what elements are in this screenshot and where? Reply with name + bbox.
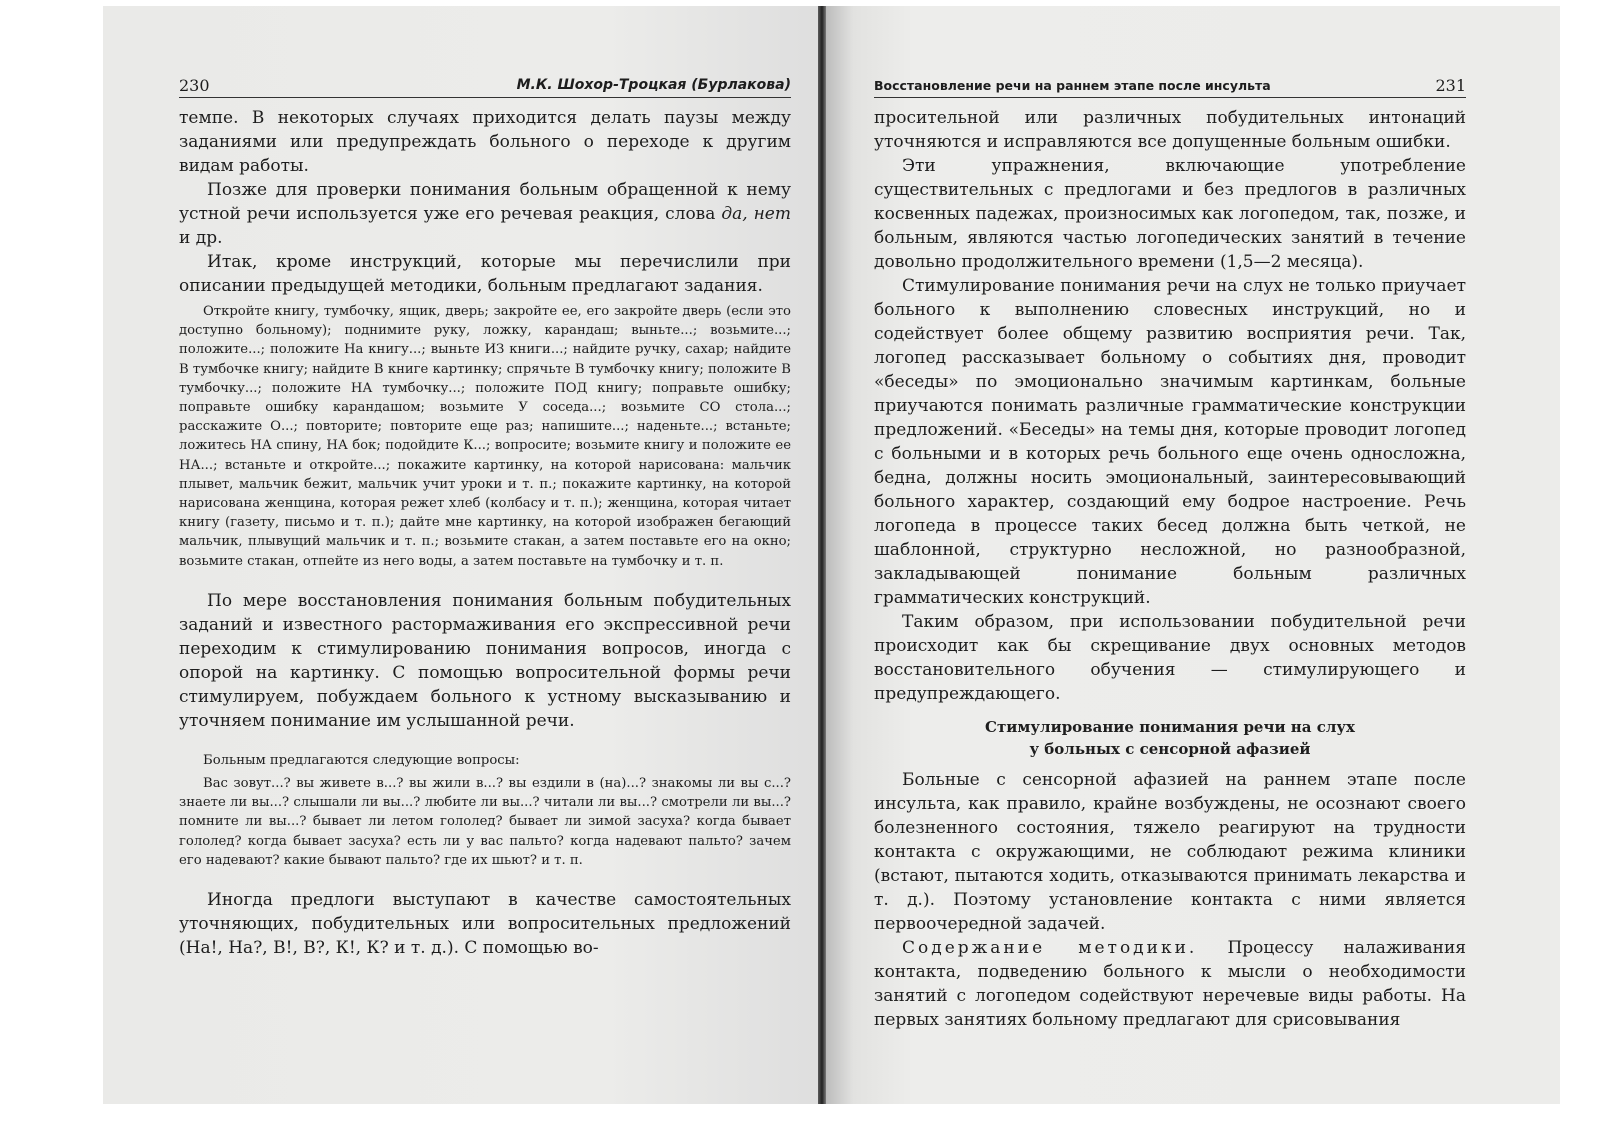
text-span: Процессу налаживания контакта, подведению больного к мысли о необходимости занятий с логопедом содействуют неречевые виды работы. На первых занятиях больному предлагают для срисовывания: [874, 938, 1466, 1030]
paragraph: [179, 178, 791, 250]
paragraph: Стимулирование понимания речи на слух не только приучает больного к выполнению словесных инструкций, но и содействует более общему развитию восприятия речи. Так, логопед рассказывает больному о событиях дня, проводит «беседы» по эмоционально значимым картинкам, больные приучаются понимать различные грамматические конструкции предложений. «Беседы» на темы дня, которые проводит логопед с больными и в которых речь больного еще очень односложна, бедна, должны носить эмоциональный, заинтересовывающий больного характер, создающий ему бодрое настроение. Речь логопеда в процессе таких бесед должна быть четкой, не шаблонной, структурно несложной, но разнообразной, закладывающей понимание больным различных грамматических конструкций.: [874, 276, 1466, 608]
right-page-body: [874, 106, 1466, 1032]
text-span: Позже для проверки понимания больным обращенной к нему устной речи используется уже его речевая реакция, слова: [179, 180, 791, 224]
running-head-right: Восстановление речи на раннем этапе после инсульта: [874, 78, 1271, 93]
spacer: [179, 733, 791, 747]
left-page-body: [179, 106, 791, 960]
page-number-right: 231: [1435, 76, 1466, 95]
example-paragraph: Вас зовут...? вы живете в...? вы жили в...? вы ездили в (на)...? знакомы ли вы с...? знаете ли вы...? слышали ли вы...? любите ли вы...? читали ли вы...? смотрели ли вы...? помните ли вы...? бывает ли летом гололед? бывает ли зимой засуха? когда бывает гололед? когда бывает засуха? есть ли у вас пальто? когда надевают пальто? зачем его надевают? какие бывают пальто? где их шьют? и т. п.: [179, 776, 791, 868]
spaced-text: Содержание методики.: [902, 938, 1198, 958]
paragraph: темпе. В некоторых случаях приходится делать паузы между заданиями или предупреждать больного о переходе к другим видам работы.: [179, 108, 791, 176]
page-number-left: 230: [179, 76, 210, 95]
subheading-line: у больных с сенсорной афазией: [1029, 740, 1311, 758]
spacer: [179, 874, 791, 888]
paragraph: Эти упражнения, включающие употребление существительных с предлогами и без предлогов в различных косвенных падежах, произносимых как логопедом, так, позже, и больным, являются частью логопедических занятий в течение довольно продолжительного времени (1,5—2 месяца).: [874, 156, 1466, 272]
paragraph: Итак, кроме инструкций, которые мы перечислили при описании предыдущей методики, больным предлагают задания.: [179, 252, 791, 296]
paragraph: Больные с сенсорной афазией на раннем этапе после инсульта, как правило, крайне возбуждены, не осознают своего болезненного состояния, тяжело реагируют на трудности контакта с окружающими, не соблюдают режима клиники (встают, пытаются ходить, отказываются принимать лекарства и т. д.). Поэтому установление контакта с ними является первоочередной задачей.: [874, 770, 1466, 934]
left-page-header: [179, 68, 791, 98]
paragraph: просительной или различных побудительных интонаций уточняются и исправляются все допущенные больным ошибки.: [874, 108, 1466, 152]
running-head-left: М.К. Шохор-Троцкая (Бурлакова): [516, 77, 791, 93]
left-page: [103, 6, 820, 1104]
paragraph: [874, 936, 1466, 1032]
right-page-header: [874, 68, 1466, 98]
paragraph: Иногда предлоги выступают в качестве самостоятельных уточняющих, побудительных или вопросительных предложений (На!, На?, В!, В?, К!, К? и т. д.). С помощью во-: [179, 890, 791, 959]
example-paragraph: Больным предлагаются следующие вопросы:: [203, 752, 520, 768]
text-span: и др.: [179, 228, 223, 248]
right-page: [824, 6, 1560, 1104]
book-gutter: [818, 6, 826, 1104]
subheading-line: Стимулирование понимания речи на слух: [985, 718, 1355, 736]
paragraph: Таким образом, при использовании побудительной речи происходит как бы скрещивание двух основных методов восстановительного обучения — стимулирующего и предупреждающего.: [874, 612, 1466, 704]
emphasis-text: да, нет: [721, 204, 791, 224]
spacer: [179, 575, 791, 589]
section-subheading: [874, 716, 1466, 760]
example-paragraph: Откройте книгу, тумбочку, ящик, дверь; закройте ее, его закройте дверь (если это доступно больному); поднимите руку, ложку, карандаш; выньте...; возьмите...; положите...; положите На книгу...; выньте ИЗ книги...; найдите ручку, сахар; найдите В тумбочке книгу; найдите В книге картинку; спрячьте В тумбочку книгу; положите В тумбочку...; положите НА тумбочку...; положите ПОД книгу; поправьте ошибку; поправьте ошибку карандашом; возьмите У соседа...; возьмите СО стола...; расскажите О...; повторите; повторите еще раз; напишите...; наденьте...; встаньте; ложитесь НА спину, НА бок; подойдите К...; вопросите; возьмите книгу и положите ее НА...; встаньте и откройте...; покажите картинку, на которой нарисована: мальчик плывет, мальчик бежит, мальчик учит уроки и т. п.; покажите картинку, на которой нарисована женщина, которая режет хлеб (колбасу и т. п.); женщина, которая читает книгу (газету, письмо и т. п.); дайте мне картинку, на которой изображен бегающий мальчик, плывущий мальчик и т. п.; возьмите стакан, а затем поставьте его на окно; возьмите стакан, отпейте из него воды, а затем поставьте на тумбочку и т. п.: [179, 304, 791, 569]
paragraph: По мере восстановления понимания больным побудительных заданий и известного растормаживания его экспрессивной речи переходим к стимулированию понимания вопросов, иногда с опорой на картинку. С помощью вопросительной формы речи стимулируем, побуждаем больного к устному высказыванию и уточняем понимание им услышанной речи.: [179, 590, 791, 731]
